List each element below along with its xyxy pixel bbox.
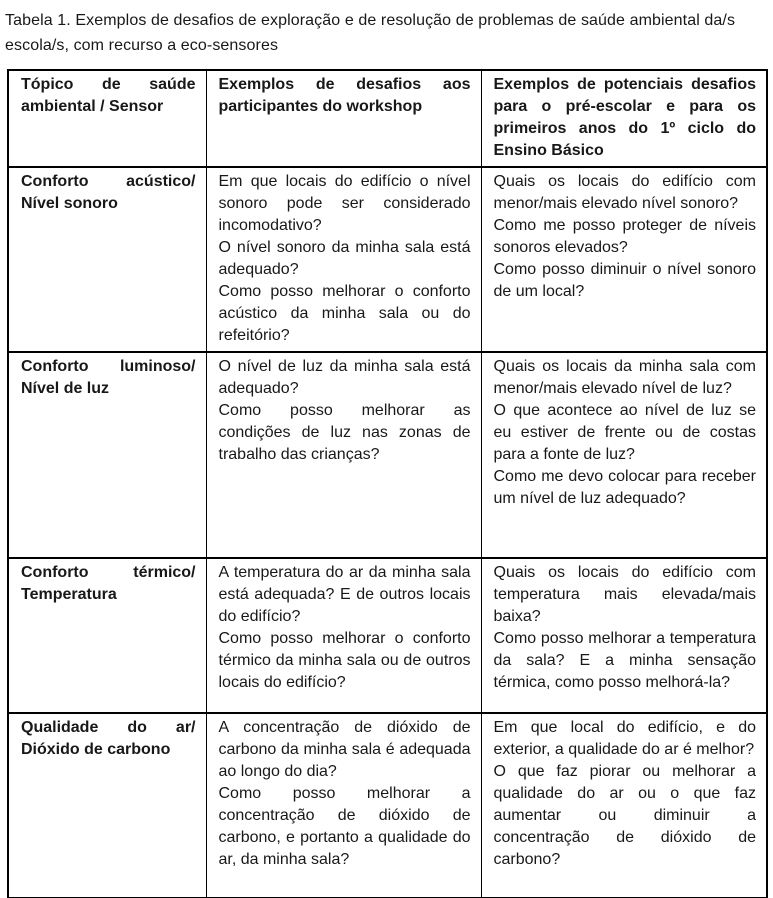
table-header-row [8,70,767,167]
question-text: A concentração de dióxido de carbono da minha sala é adequada ao longo do dia? [218,719,471,780]
preschool-cell [481,713,767,898]
question-text: O nível sonoro da minha sala está adequado? [218,239,471,278]
question-text: O nível de luz da minha sala está adequado? [218,358,471,397]
header-text: Exemplos de desafios aos participantes do workshop [218,76,471,115]
question-text: O que acontece ao nível de luz se eu estiver de frente ou de costas para a fonte de luz? [493,402,756,463]
question-text: Como posso diminuir o nível sonoro de um local? [493,261,756,300]
question-text: Como posso melhorar as condições de luz nas zonas de trabalho das crianças? [218,402,471,463]
question-text: Em que local do edifício, e do exterior, a qualidade do ar é melhor? [493,719,756,758]
question-text: Em que locais do edifício o nível sonoro pode ser considerado incomodativo? [218,173,471,234]
topic-text: Qualidade do ar/ Dióxido de carbono [21,719,196,758]
preschool-cell [481,558,767,713]
table-row-light [8,352,767,558]
header-cell-topic [8,70,206,167]
question-text: Quais os locais do edifício com temperatura mais elevada/mais baixa? [493,564,756,625]
workshop-cell [206,352,481,558]
table-row-acoustic [8,167,767,352]
preschool-cell [481,352,767,558]
question-text: Quais os locais do edifício com menor/mais elevado nível sonoro? [493,173,756,212]
question-text: Quais os locais da minha sala com menor/mais elevado nível de luz? [493,358,756,397]
workshop-cell [206,167,481,352]
table-caption: Tabela 1. Exemplos de desafios de exploração e de resolução de problemas de saúde ambiental da/s escola/s, com recurso a eco-sensores [5,12,736,54]
header-text: Tópico de saúde ambiental / Sensor [21,76,196,115]
question-text: O que faz piorar ou melhorar a qualidade do ar ou o que faz aumentar ou diminuir a concentração de dióxido de carbono? [493,763,756,868]
question-text: Como posso melhorar o conforto acústico da minha sala ou do refeitório? [218,283,471,344]
header-cell-workshop [206,70,481,167]
workshop-cell [206,558,481,713]
topic-cell [8,352,206,558]
question-text: Como posso melhorar a temperatura da sala? E a minha sensação térmica, como posso melhorá-la? [493,630,756,691]
topic-text: Conforto luminoso/ Nível de luz [21,358,196,397]
environmental-health-table [7,69,768,898]
workshop-cell [206,713,481,898]
preschool-cell [481,167,767,352]
question-text: Como me posso proteger de níveis sonoros elevados? [493,217,756,256]
topic-cell [8,713,206,898]
question-text: Como posso melhorar a concentração de dióxido de carbono, e portanto a qualidade do ar, da minha sala? [218,785,471,868]
header-text: Exemplos de potenciais desafios para o pré-escolar e para os primeiros anos do 1º ciclo do Ensino Básico [493,76,756,159]
table-row-air-quality [8,713,767,898]
topic-cell [8,167,206,352]
table-row-thermal [8,558,767,713]
topic-cell [8,558,206,713]
question-text: A temperatura do ar da minha sala está adequada? E de outros locais do edifício? [218,564,471,625]
question-text: Como me devo colocar para receber um nível de luz adequado? [493,468,756,507]
header-cell-preschool [481,70,767,167]
topic-text: Conforto térmico/ Temperatura [21,564,196,603]
question-text: Como posso melhorar o conforto térmico da minha sala ou de outros locais do edifício? [218,630,471,691]
topic-text: Conforto acústico/ Nível sonoro [21,173,196,212]
